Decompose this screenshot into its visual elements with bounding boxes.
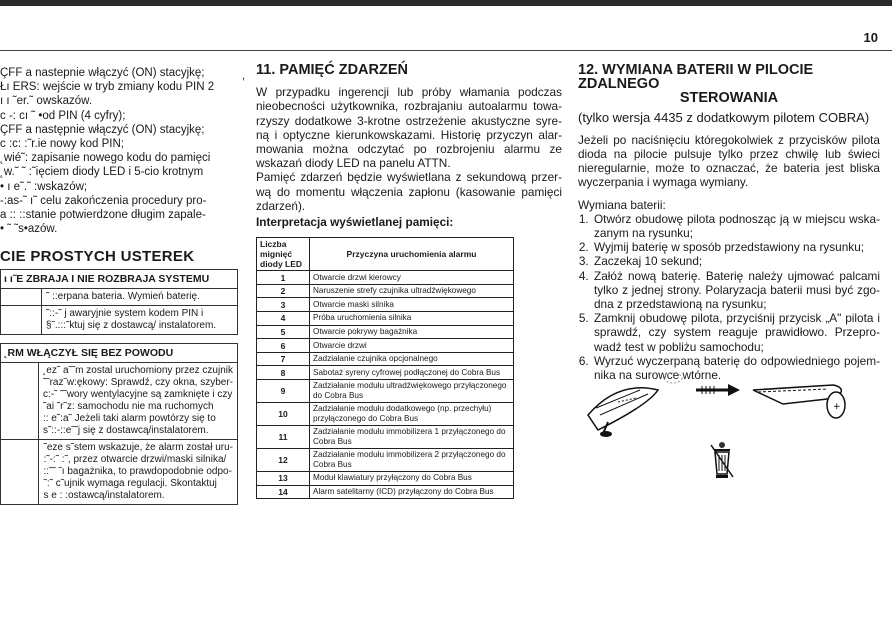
table-row (257, 298, 514, 312)
battery-replacement-illustration (578, 360, 878, 440)
text-line: ˜ai ˜r˜z: samochodu nie ma ruchomych (42, 401, 214, 413)
blink-count: 14 (257, 485, 310, 499)
column-header-cause: Przyczyna uruchomienia alarmu (310, 238, 514, 271)
blink-count: 2 (257, 284, 310, 298)
text-line: nieobecności użytkownika, rozbrajaniu autoalarmu towa- (256, 99, 562, 114)
alarm-cause: Zadziałanie modułu dodatkowego (np. przechyłu) przyłączonego do Cobra Bus (310, 402, 514, 425)
problem-box-false-alarm (0, 343, 238, 505)
column-header-blinks: Liczba mignięć diody LED (257, 238, 310, 271)
blink-count: 13 (257, 471, 310, 485)
text-line: ÇFF a następnie włączyć (ON) stacyjkę; (0, 123, 205, 136)
table-row (257, 471, 514, 485)
alarm-cause: Zadziałanie modułu ultradźwiękowego przyłączonego do Cobra Bus (310, 379, 514, 402)
text-line: ı ı ˜er.˜ owskazów. (0, 95, 93, 108)
svg-text:+: + (833, 402, 841, 412)
row-marker (1, 363, 39, 439)
table-row (257, 312, 514, 326)
step-item: 6. Wyrzuć wyczerpaną baterię do odpowiedniego pojem-nika na surowce wtórne. (592, 354, 880, 382)
text-line: nieregularnie, może to oznaczać, że bateria jest bliska (578, 161, 880, 176)
arrow-right-icon (696, 384, 740, 396)
alarm-cause: Otwarcie drzwi kierowcy (310, 271, 514, 285)
table-row (257, 325, 514, 339)
pin-change-instructions (0, 66, 238, 236)
text-line: Jeżeli po naciśnięciu któregokolwiek z przycisków pilota (578, 132, 880, 147)
row-marker (1, 306, 42, 334)
alarm-cause: Zadziałanie modułu immobilizera 2 przyłączonego do Cobra Bus (310, 448, 514, 471)
blink-count: 7 (257, 352, 310, 366)
section-title (578, 63, 880, 106)
text-line: a :: ::stanie potwierdzone długim zapale- (0, 209, 206, 222)
text-line: wyczerpania i wymaga wymiany. (578, 175, 749, 190)
alarm-cause: Zadziałanie czujnika opcjonalnego (310, 352, 514, 366)
text-line: • ı e˜.˜ :wskazów; (0, 180, 88, 193)
remote-open-icon (753, 385, 845, 418)
table-row (257, 339, 514, 353)
alarm-cause: Otwarcie pokrywy bagażnika (310, 325, 514, 339)
alarm-cause: Moduł klawiatury przyłączony do Cobra Bus (310, 471, 514, 485)
header-rule (0, 50, 892, 51)
step-item: 3. Zaczekaj 10 sekund; (592, 254, 880, 268)
text-line: :˜-:˜ :˜, przez otwarcie drzwi/maski silnika/ (43, 454, 227, 466)
column-tick-mark: , (242, 70, 246, 82)
step-item: 1. Otwórz obudowę pilota podnosząc ją w miejscu wska-zanym na rysunku; (592, 212, 880, 240)
text-line: ˜ ::erpana bateria. Wymień baterię. (46, 290, 200, 302)
text-line: c :c: :˜r.ie nowy kod PIN; (0, 138, 124, 151)
blink-count: 3 (257, 298, 310, 312)
text-line: ną i optyczne kierunkowskazami. Historię przyczyn alar- (256, 127, 562, 142)
section-title-line1: 12. WYMIANA BATERII W PILOCIE ZDALNEGO (578, 62, 814, 93)
blink-count: 12 (257, 448, 310, 471)
battery-paragraph (578, 133, 880, 190)
section-title: 11. PAMIĘĆ ZDARZEŃ (256, 62, 409, 78)
memory-section (256, 63, 562, 499)
table-row (257, 379, 514, 402)
text-line: wą do momentu włączenia zapłonu (kasowanie pamięci (256, 184, 562, 199)
text-line: ˜eze s˜stem wskazuje, że alarm został uru- (43, 442, 233, 454)
text-line: ˛ez˜ a˜˜m zostal uruchomiony przez czujnik (42, 365, 233, 377)
table-row (257, 485, 514, 499)
memory-paragraph (256, 85, 562, 170)
text-line: §˜.:::˜ktuj się z dostawcą/ instalatorem. (46, 319, 217, 331)
memory-paragraph-2 (256, 170, 562, 213)
interpretation-subheading: Interpretacja wyświetlanej pamięci: (256, 215, 454, 230)
text-line: ˜::-˜ j awaryjnie system kodem PIN i (46, 307, 204, 319)
text-line: Łı ERS: wejście w tryb zmiany kodu PIN 2 (0, 81, 215, 94)
blink-count: 11 (257, 425, 310, 448)
solution-text (39, 363, 237, 439)
remote-icon (588, 388, 658, 437)
alarm-cause: Naruszenie strefy czujnika ultradźwiękowego (310, 284, 514, 298)
step-item: 4. Załóż nową baterię. Baterię należy ujmować palcami tylko z jednej strony. Polaryzacja baterii musi być zgo-dna z przedstawioną na rysunku; (592, 269, 880, 312)
version-note: (tylko wersja 4435 z dodatkowym pilotem COBRA) (578, 109, 870, 125)
problem-row (1, 363, 237, 440)
replacement-steps (578, 212, 880, 382)
alarm-cause: Otwarcie drzwi (310, 339, 514, 353)
text-line: s˜::-::e˜˜j się z dostawcą/instalatorem. (42, 425, 209, 437)
alarm-cause: Zadziałanie modułu immobilizera 1 przyłączonego do Cobra Bus (310, 425, 514, 448)
text-line: :: e˜:a˜ Jeżeli taki alarm powtórzy się to (42, 413, 216, 425)
text-line: ::˜˜ ˜ı bagażnika, to prawdopodobnie odpo- (43, 466, 232, 478)
problem-row (1, 440, 237, 504)
step-item: 5. Zamknij obudowę pilota, przyciśnij przycisk „A" pilota i sprawdź, czy system reaguje prawidłowo. Przepro-wadź test w pobliżu samochodu; (592, 311, 880, 354)
table-row (257, 352, 514, 366)
solution-text (42, 306, 237, 334)
text-line: ÇFF a nastepnie włączyć (ON) stacyjkę; (0, 67, 205, 79)
text-line: s e : :ostawcą/instalatorem. (43, 490, 165, 502)
alarm-cause: Alarm satelitarny (ICD) przyłączony do Cobra Bus (310, 485, 514, 499)
battery-coin-icon (664, 373, 682, 383)
text-line: -:as-˜ ı˜ celu zakończenia procedury pro- (0, 194, 207, 207)
left-column (0, 66, 238, 513)
blink-count: 5 (257, 325, 310, 339)
solution-text (39, 440, 237, 504)
text-line: Pamięć zdarzeń będzie wyświetlana z sekundową przer- (256, 170, 562, 185)
text-line: dioda na pilocie pulsuje tylko przez chwilę lub świeci (578, 147, 880, 162)
solution-text (42, 289, 237, 305)
troubleshooting-heading: CIE PROSTYCH USTEREK (0, 248, 195, 266)
blink-count: 1 (257, 271, 310, 285)
blink-count: 10 (257, 402, 310, 425)
alarm-cause: Sabotaż syreny cyfrowej podłączonej do Cobra Bus (310, 366, 514, 380)
section-title-line2: STEROWANIA (679, 90, 779, 107)
text-line: ˛wié˜: zapisanie nowego kodu do pamięci (0, 152, 211, 165)
page-number: 10 (863, 30, 878, 45)
alarm-cause: Otwarcie maski silnika (310, 298, 514, 312)
table-row (257, 402, 514, 425)
table-row (257, 284, 514, 298)
text-line: ˜:˜ c˜ujnik wymaga regulacji. Skontaktuj (43, 478, 217, 490)
table-row (257, 425, 514, 448)
battery-section (578, 63, 880, 382)
text-line: • ˜ ˜s•azów. (0, 223, 58, 236)
blink-count: 9 (257, 379, 310, 402)
problem-title: ˛RM WŁĄCZYŁ SIĘ BEZ POWODU (1, 344, 237, 363)
text-line: c:-˜ ˜˜wory wentylacyjne są zamknięte i czy (42, 389, 233, 401)
steps-intro: Wymiana baterii: (578, 197, 666, 212)
table-row (257, 448, 514, 471)
blink-count: 6 (257, 339, 310, 353)
blink-count: 4 (257, 312, 310, 326)
table-row (257, 271, 514, 285)
text-line: mowania można odczytać po rozbrojeniu alarmu ze (256, 142, 562, 157)
row-marker (1, 440, 39, 504)
text-line: wskazań diody LED na panelu ATTN. (256, 156, 451, 171)
problem-row (1, 289, 237, 306)
event-memory-table (256, 237, 514, 499)
step-item: 2. Wyjmij baterię w sposób przedstawiony na rysunku; (592, 240, 880, 254)
alarm-cause: Próba uruchomienia silnika (310, 312, 514, 326)
text-line: ˜˜raz˜w:ękowy: Sprawdź, czy okna, szyber- (42, 377, 233, 389)
problem-box-no-arm (0, 269, 238, 335)
table-row (257, 366, 514, 380)
text-line: zdarzeń). (256, 198, 306, 213)
text-line: ˛w.˜ ˜ :˜ięciem diody LED i 5-cio krotnym (0, 166, 204, 179)
problem-row (1, 306, 237, 334)
text-line: rzyszy dodatkowe 3-krotne ostrzeżenie akustyczne syre- (256, 113, 562, 128)
text-line: c -: cı ˜ •od PIN (4 cyfry); (0, 109, 126, 122)
top-border (0, 0, 892, 6)
recycle-bin-icon (708, 440, 736, 480)
row-marker (1, 289, 42, 305)
blink-count: 8 (257, 366, 310, 380)
text-line: W przypadku ingerencji lub próby włamania podczas (256, 85, 562, 100)
problem-title: ı ı˜E ZBRAJA I NIE ROZBRAJA SYSTEMU (1, 270, 237, 289)
